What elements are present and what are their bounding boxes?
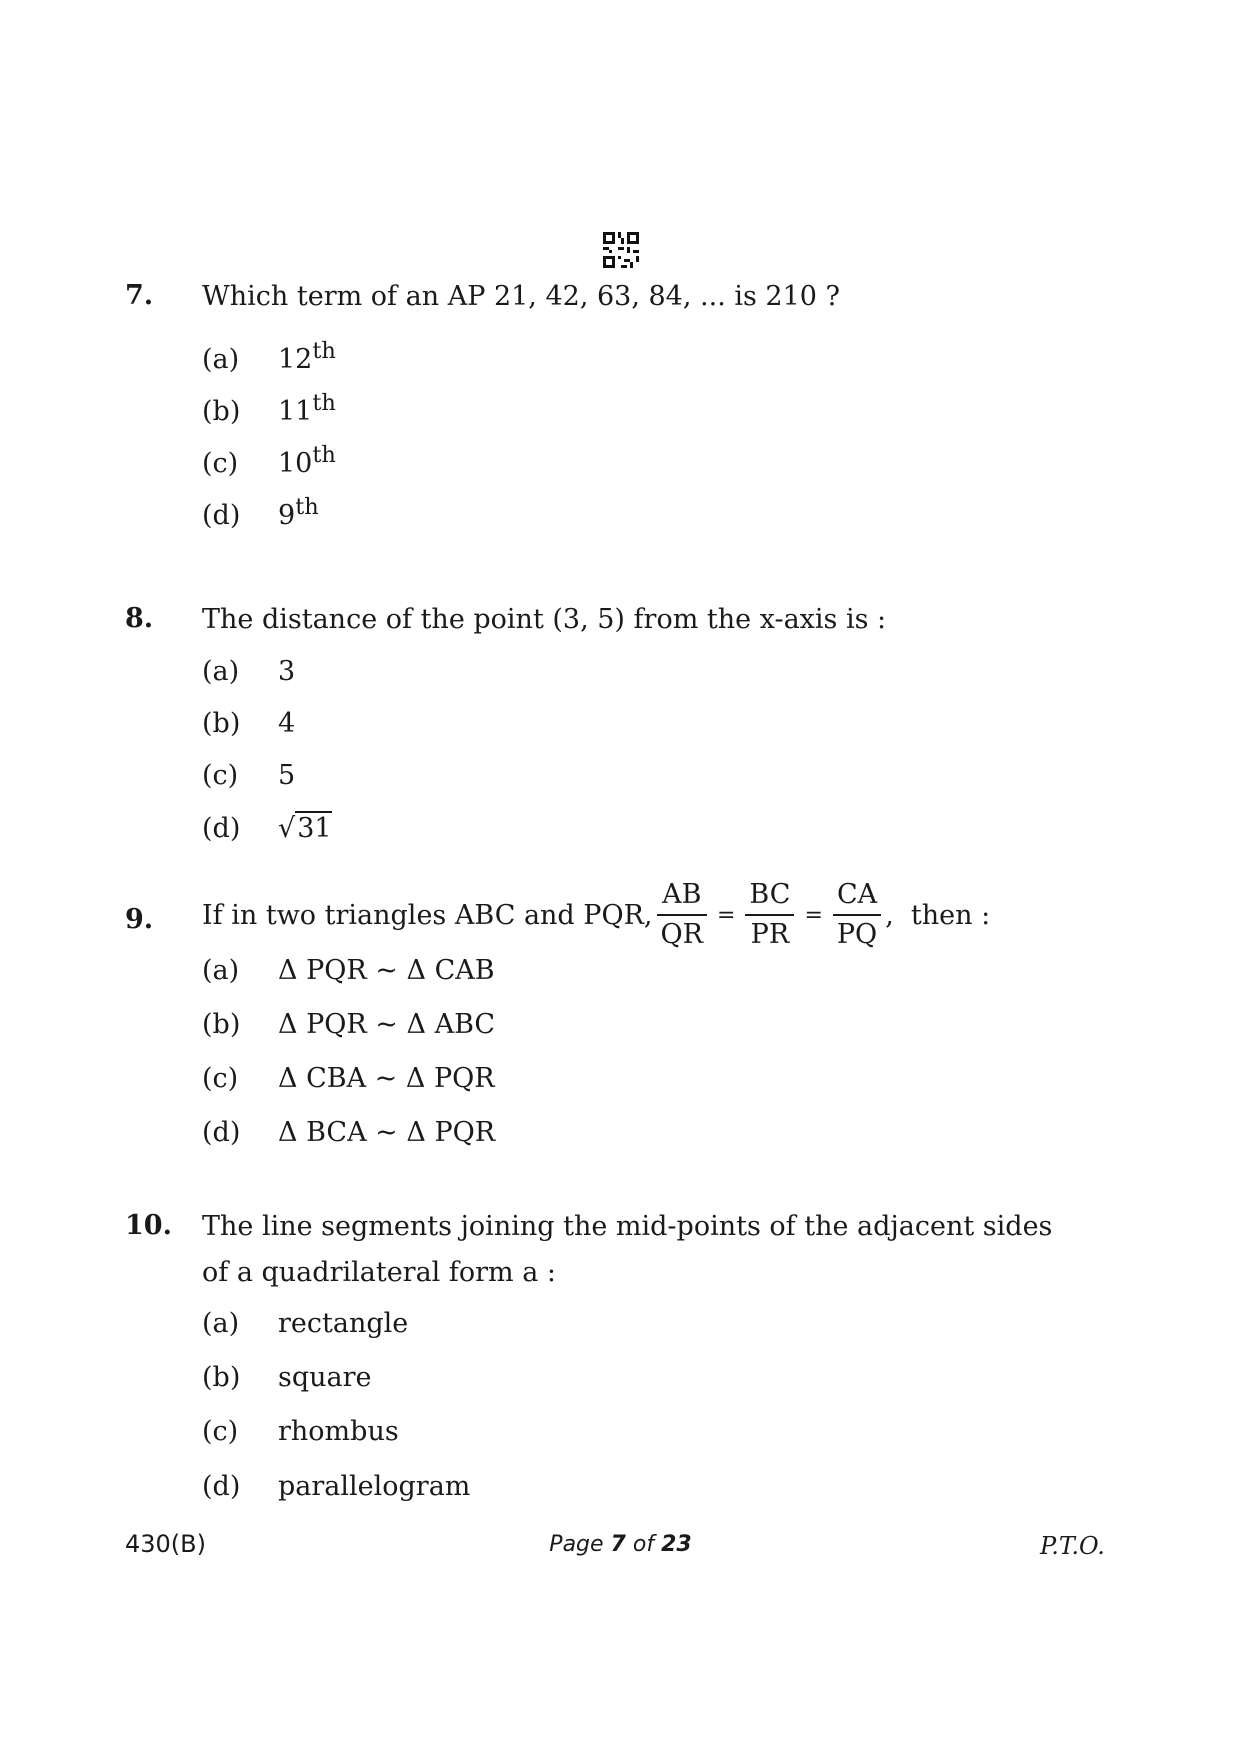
question-stem: If in two triangles ABC and PQR,: [202, 899, 653, 931]
page-prefix: Page: [549, 1532, 604, 1557]
option-c: [202, 1416, 399, 1447]
option-a: [202, 1308, 408, 1339]
option-value: 4: [278, 708, 296, 739]
option-value: 3: [278, 656, 296, 687]
question-number: 9.: [125, 904, 154, 935]
option-c: [202, 760, 295, 791]
option-value: 9: [278, 500, 296, 531]
option-value: 5: [278, 760, 296, 791]
numerator: AB: [657, 878, 707, 916]
question-text-line-1: The line segments joining the mid-points of the adjacent sides: [202, 1211, 1053, 1242]
fraction-ca-pq: [833, 878, 881, 952]
option-label: (d): [202, 813, 241, 844]
page-total: 23: [661, 1532, 692, 1557]
option-label: (a): [202, 344, 240, 375]
page-of: of: [632, 1532, 655, 1557]
option-value: square: [278, 1362, 372, 1393]
option-value: Δ PQR ~ Δ ABC: [278, 1009, 496, 1040]
option-b: [202, 708, 295, 739]
option-superscript: th: [312, 442, 336, 468]
option-value: Δ BCA ~ Δ PQR: [278, 1117, 496, 1148]
radical-sign: √: [278, 813, 296, 844]
option-label: (c): [202, 760, 239, 791]
option-label: (d): [202, 500, 241, 531]
page-current: 7: [610, 1532, 626, 1557]
denominator: PR: [750, 919, 790, 950]
option-value: 10: [278, 448, 313, 479]
option-superscript: th: [312, 390, 336, 416]
paper-code: 430(B): [125, 1530, 206, 1558]
option-c: [202, 442, 336, 479]
option-d: [202, 1471, 470, 1502]
pto-label: P.T.O.: [1040, 1532, 1105, 1560]
option-value: parallelogram: [278, 1471, 471, 1502]
option-c: [202, 1063, 495, 1094]
option-label: (c): [202, 1063, 239, 1094]
question-number: 8.: [125, 603, 154, 634]
option-a: [202, 656, 295, 687]
option-label: (a): [202, 955, 240, 986]
option-d: [202, 1117, 495, 1148]
option-d: [202, 813, 332, 844]
denominator: QR: [660, 919, 703, 950]
option-b: [202, 1009, 495, 1040]
option-label: (b): [202, 1362, 241, 1393]
denominator: PQ: [836, 919, 878, 950]
numerator: BC: [745, 878, 794, 916]
option-label: (a): [202, 1308, 240, 1339]
option-label: (b): [202, 1009, 241, 1040]
question-text: The distance of the point (3, 5) from the x-axis is :: [202, 604, 887, 635]
option-b: [202, 1362, 372, 1393]
question-number: 10.: [125, 1210, 172, 1241]
option-b: [202, 390, 336, 427]
option-label: (a): [202, 656, 240, 687]
option-value: 12: [278, 344, 313, 375]
equals-sign: =: [716, 902, 736, 928]
option-label: (c): [202, 1416, 239, 1447]
fraction-ab-qr: [657, 878, 707, 952]
option-label: (c): [202, 448, 239, 479]
option-a: [202, 955, 495, 986]
numerator: CA: [833, 878, 881, 916]
option-value: 11: [278, 396, 313, 427]
option-label: (b): [202, 708, 241, 739]
qr-code-icon: [603, 232, 639, 268]
option-superscript: th: [295, 494, 319, 520]
question-number: 7.: [125, 280, 154, 311]
option-label: (b): [202, 396, 241, 427]
fraction-bc-pr: [745, 878, 794, 952]
option-value: rhombus: [278, 1416, 399, 1447]
option-value: 31: [297, 813, 332, 844]
question-text-line-2: of a quadrilateral form a :: [202, 1257, 557, 1288]
option-value: rectangle: [278, 1308, 409, 1339]
option-d: [202, 494, 319, 531]
question-text: [202, 878, 990, 952]
option-value: Δ PQR ~ Δ CAB: [278, 955, 495, 986]
option-a: [202, 338, 336, 375]
equals-sign: =: [804, 902, 823, 928]
option-label: (d): [202, 1471, 241, 1502]
question-tail: , then :: [885, 899, 991, 931]
option-value: Δ CBA ~ Δ PQR: [278, 1063, 495, 1094]
option-label: (d): [202, 1117, 241, 1148]
question-text: Which term of an AP 21, 42, 63, 84, ... is 210 ?: [202, 281, 841, 312]
option-superscript: th: [312, 338, 336, 364]
